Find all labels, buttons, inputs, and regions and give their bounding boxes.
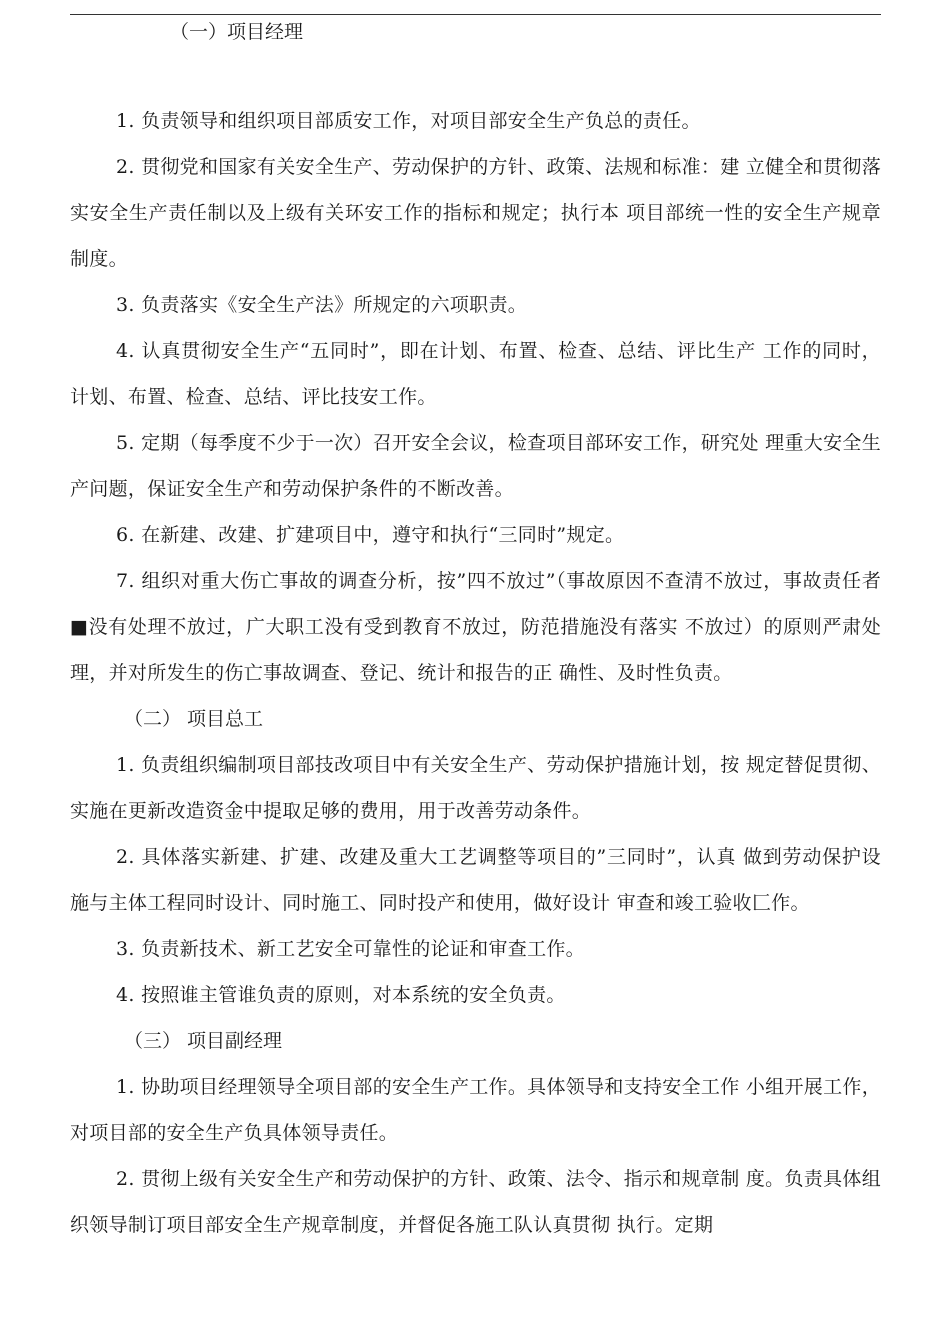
section-heading-chief-engineer: （二） 项目总工 xyxy=(124,708,264,730)
paragraph: 2. 贯彻上级有关安全生产和劳动保护的方针、政策、法令、指示和规章制 度。负责具体组织领导制订项目部安全生产规章制度，并督促各施工队认真贯彻 执行。定期 xyxy=(70,1168,881,1236)
paragraph: 1. 负责领导和组织项目部质安工作，对项目部安全生产负总的责任。 xyxy=(116,110,701,132)
paragraph: 4. 按照谁主管谁负责的原则，对本系统的安全负责。 xyxy=(116,984,566,1006)
paragraph: 1. 负责组织编制项目部技改项目中有关安全生产、劳动保护措施计划，按 规定替促贯彻、实施在更新改造资金中提取足够的费用，用于改善劳动条件。 xyxy=(70,754,881,822)
paragraph: 2. 贯彻党和国家有关安全生产、劳动保护的方针、政策、法规和标准：建 立健全和贯彻落实安全生产责任制以及上级有关环安工作的指标和规定；执行本 项目部统一性的安全生产规章制度。 xyxy=(70,156,881,270)
paragraph: 5. 定期（每季度不少于一次）召开安全会议，检查项目部环安工作，研究处 理重大安全生产问题，保证安全生产和劳动保护条件的不断改善。 xyxy=(70,432,881,500)
paragraph: 4. 认真贯彻安全生产“五同时”，即在计划、布置、检查、总结、评比生产 工作的同时，计划、布置、检查、总结、评比技安工作。 xyxy=(70,340,881,408)
paragraph: 7. 组织对重大伤亡事故的调查分析，按”四不放过”（事故原因不查清不放过，事故责任者■没有处理不放过，广大职工没有受到教育不放过，防范措施没有落实 不放过）的原则严肃处理，并对所发生的伤亡事故调查、登记、统计和报告的正 确性、及时性负责。 xyxy=(70,570,881,684)
paragraph: 3. 负责落实《安全生产法》所规定的六项职责。 xyxy=(116,294,528,316)
paragraph: 1. 协助项目经理领导全项目部的安全生产工作。具体领导和支持安全工作 小组开展工作，对项目部的安全生产负具体领导责任。 xyxy=(70,1076,881,1144)
section-heading-deputy-manager: （三） 项目副经理 xyxy=(124,1030,283,1052)
section-heading-project-manager: （一）项目经理 xyxy=(170,21,304,43)
paragraph: 6. 在新建、改建、扩建项目中，遵守和执行“三同时”规定。 xyxy=(116,524,625,546)
document-body xyxy=(70,12,881,1248)
paragraph: 2. 具体落实新建、扩建、改建及重大工艺调整等项目的”三同时”，认真 做到劳动保护设施与主体工程同时设计、同时施工、同时投产和使用，做好设计 审查和竣工验收匚作。 xyxy=(70,846,881,914)
paragraph: 3. 负责新技术、新工艺安全可靠性的论证和审查工作。 xyxy=(116,938,585,960)
